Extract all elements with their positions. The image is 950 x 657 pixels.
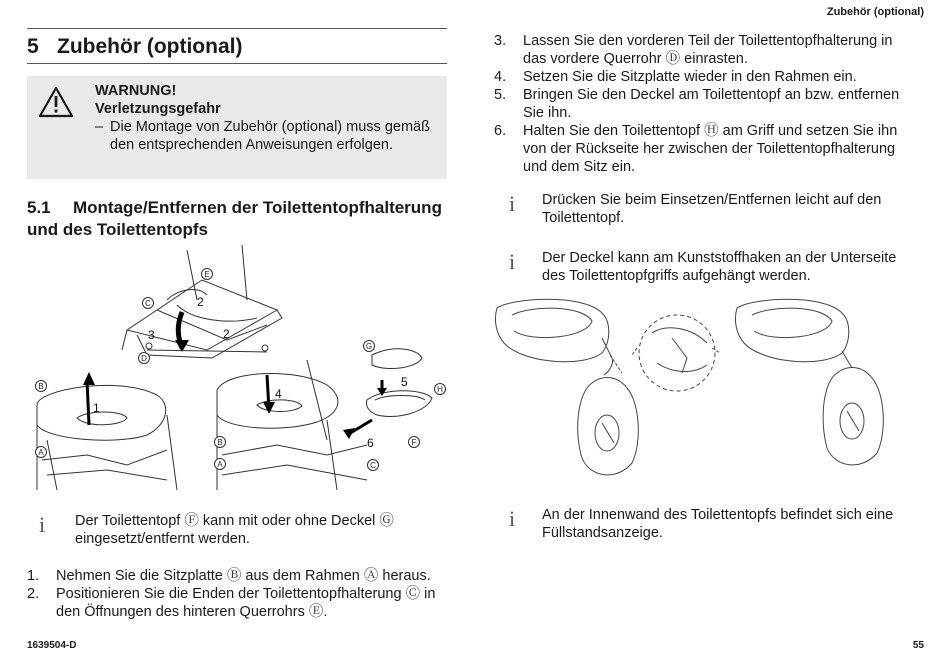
info-note-text: Der Toilettentopf Ⓕ kann mit oder ohne Deckel Ⓖ eingesetzt/entfernt werden. xyxy=(75,513,394,547)
warning-triangle-icon xyxy=(38,86,74,118)
section-number: 5.1 xyxy=(27,198,51,217)
callout-label: C xyxy=(370,461,376,470)
svg-text:i: i xyxy=(509,506,516,530)
svg-text:i: i xyxy=(509,249,516,273)
lid-hook-illustration xyxy=(492,293,912,493)
step-text: Setzen Sie die Sitzplatte wieder in den Rahmen ein. xyxy=(523,69,857,85)
step-number-label: 4 xyxy=(275,387,282,401)
chapter-heading xyxy=(27,29,447,63)
info-note xyxy=(507,249,917,285)
info-note xyxy=(37,512,437,548)
document-number: 1639504-D xyxy=(27,640,77,651)
step-text: Halten Sie den Toilettentopf Ⓗ am Griff und setzen Sie ihn von der Rückseite her zwischen der Toilettentopfhalterung und dem Sitz ein. xyxy=(523,123,898,175)
info-icon xyxy=(37,512,53,536)
assembly-illustration xyxy=(27,240,457,496)
steps-list-left xyxy=(27,567,447,621)
callout-label: A xyxy=(38,448,44,457)
step-number-label: 6 xyxy=(367,436,374,450)
pot-with-lid-right xyxy=(735,299,883,465)
callout-label: A xyxy=(217,460,223,469)
warning-box xyxy=(27,76,447,179)
step-item: 4. Setzen Sie die Sitzplatte wieder in den Rahmen ein. xyxy=(494,69,857,85)
step-item: 1. Nehmen Sie die Sitzplatte Ⓑ aus dem Rahmen Ⓐ heraus. xyxy=(27,568,431,584)
step-number-label: 3 xyxy=(148,328,155,342)
callout-label: F xyxy=(411,438,417,447)
step-item: 6. Halten Sie den Toilettentopf Ⓗ am Griff und setzen Sie ihn von der Rückseite her zwischen der Toilettentopfhalterung und dem Sitz ein. xyxy=(494,122,914,176)
page-number: 55 xyxy=(912,640,924,651)
warning-title: WARNUNG! xyxy=(95,83,177,99)
callout-label: B xyxy=(38,382,44,391)
info-icon xyxy=(507,191,523,215)
step-number-label: 5 xyxy=(401,375,408,389)
callout-label: B xyxy=(217,438,223,447)
step-item: 5. Bringen Sie den Deckel am Toilettentopf an bzw. entfernen Sie ihn. xyxy=(494,86,914,122)
step-number-label: 1 xyxy=(93,401,100,415)
pot-insertion-drawing xyxy=(217,349,432,490)
callout-label: G xyxy=(365,342,373,351)
step-text: Bringen Sie den Deckel am Toilettentopf an bzw. entfernen Sie ihn. xyxy=(523,87,900,121)
step-text: Lassen Sie den vorderen Teil der Toilettentopfhalterung in das vordere Querrohr Ⓓ einrasten. xyxy=(523,33,893,67)
seat-plate-drawing xyxy=(37,372,177,490)
running-header: Zubehör (optional) xyxy=(826,6,924,18)
pot-with-lid-left xyxy=(495,299,638,475)
info-note-text: An der Innenwand des Toilettentopfs befindet sich eine Füllstandsanzeige. xyxy=(542,507,894,541)
step-text: Nehmen Sie die Sitzplatte Ⓑ aus dem Rahmen Ⓐ heraus. xyxy=(56,568,431,584)
warning-subtitle: Verletzungsgefahr xyxy=(95,101,221,117)
info-note-text: Der Deckel kann am Kunststoffhaken an der Unterseite des Toilettentopfgriffs aufgehängt werden. xyxy=(542,250,897,284)
info-note xyxy=(507,191,917,227)
info-note xyxy=(507,506,917,542)
step-text: Positionieren Sie die Enden der Toilettentopfhalterung Ⓒ in den Öffnungen des hinteren Querrohrs Ⓔ. xyxy=(56,586,436,620)
svg-text:i: i xyxy=(509,191,516,215)
callout-label: D xyxy=(141,354,147,363)
step-number-label: 2 xyxy=(197,295,204,309)
left-column xyxy=(27,28,447,241)
warning-item: – Die Montage von Zubehör (optional) muss gemäß den entsprechenden Anweisungen erfolgen. xyxy=(95,118,440,154)
callout-label: C xyxy=(145,299,151,308)
warning-item-text: Die Montage von Zubehör (optional) muss gemäß den entsprechenden Anweisungen erfolgen. xyxy=(110,119,430,153)
section-heading xyxy=(27,197,447,241)
callout-label: H xyxy=(437,385,443,394)
chapter-number: 5 xyxy=(27,35,39,58)
svg-text:i: i xyxy=(39,512,46,536)
steps-list-right xyxy=(494,32,914,176)
info-note-text: Drücken Sie beim Einsetzen/Entfernen leicht auf den Toilettentopf. xyxy=(542,192,882,226)
step-item: 2. Positionieren Sie die Enden der Toilettentopfhalterung Ⓒ in den Öffnungen des hinteren Querrohrs Ⓔ. xyxy=(27,585,447,621)
info-icon xyxy=(507,249,523,273)
info-icon xyxy=(507,506,523,530)
section-title: Montage/Entfernen der Toilettentopfhalterung und des Toilettentopfs xyxy=(27,198,442,239)
callout-label: E xyxy=(204,270,210,279)
step-item: 3. Lassen Sie den vorderen Teil der Toilettentopfhalterung in das vordere Querrohr Ⓓ einrasten. xyxy=(494,32,914,68)
chapter-title: Zubehör (optional) xyxy=(57,35,243,58)
step-number-label: 2 xyxy=(223,327,230,341)
hook-detail-circle xyxy=(632,315,720,391)
